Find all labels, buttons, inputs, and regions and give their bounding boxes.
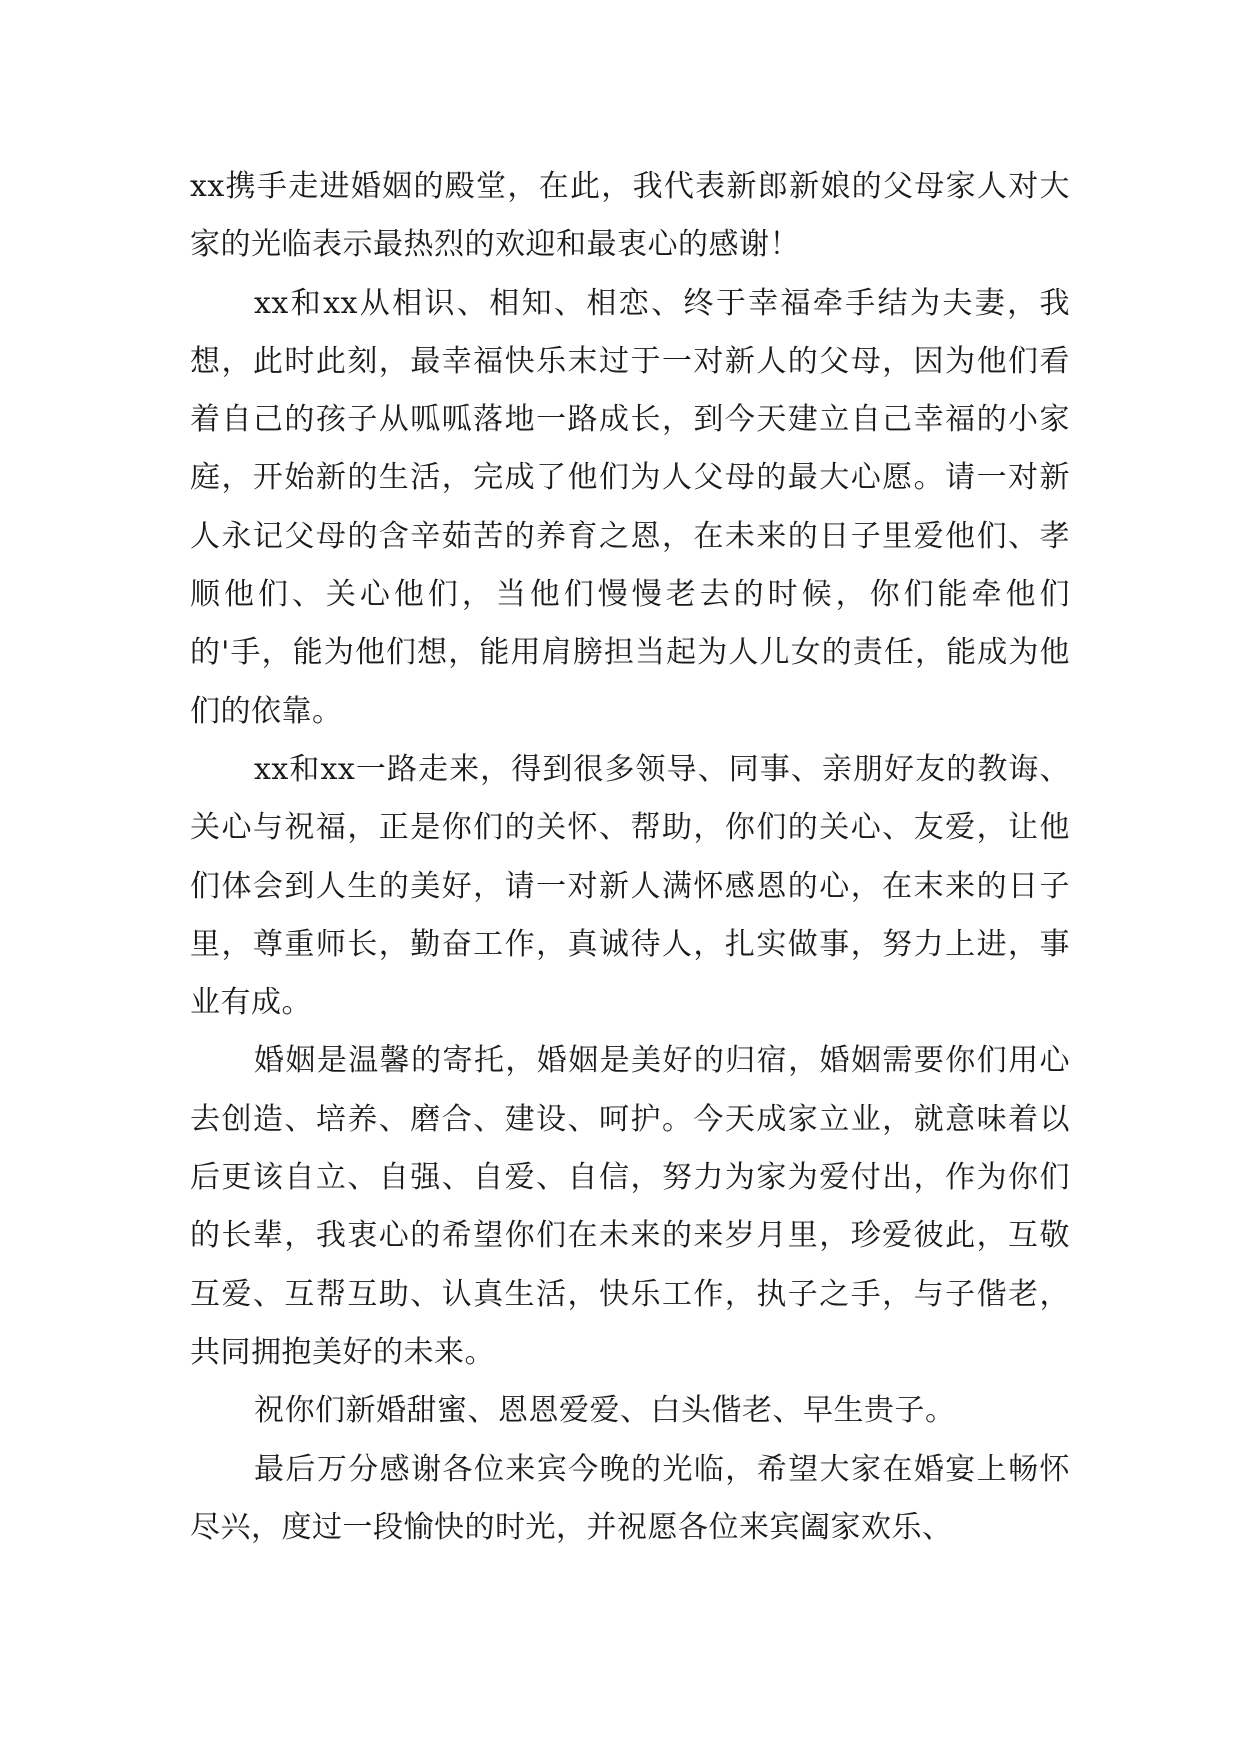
paragraph-5: 祝你们新婚甜蜜、恩恩爱爱、白头偕老、早生贵子。 (254, 1393, 956, 1429)
paragraph-3: xx和xx一路走来，得到很多领导、同事、亲朋好友的教诲、关心与祝福，正是你们的关怀、帮助，你们的关心、友爱，让他们体会到人生的美好，请一对新人满怀感恩的心，在末来的日子里，尊重师长，勤奋工作，真诚待人，扎实做事，努力上进，事业有成。 (190, 751, 1070, 1021)
paragraph-6: 最后万分感谢各位来宾今晚的光临，希望大家在婚宴上畅怀尽兴，度过一段愉快的时光，并祝愿各位来宾阖家欢乐、 (190, 1451, 1070, 1545)
paragraph-1: xx携手走进婚姻的殿堂，在此，我代表新郎新娘的父母家人对大家的光临表示最热烈的欢迎和最衷心的感谢！ (190, 169, 1070, 263)
document-body (190, 158, 1070, 1557)
paragraph-2: xx和xx从相识、相知、相恋、终于幸福牵手结为夫妻，我想，此时此刻，最幸福快乐末过于一对新人的父母，因为他们看着自己的孩子从呱呱落地一路成长，到今天建立自己幸福的小家庭，开始新的生活，完成了他们为人父母的最大心愿。请一对新人永记父母的含辛茹苦的养育之恩，在未来的日子里爱他们、孝顺他们、关心他们，当他们慢慢老去的时候，你们能牵他们的'手，能为他们想，能用肩膀担当起为人儿女的责任，能成为他们的依靠。 (190, 285, 1070, 729)
paragraph-4: 婚姻是温馨的寄托，婚姻是美好的归宿，婚姻需要你们用心去创造、培养、磨合、建设、呵护。今天成家立业，就意味着以后更该自立、自强、自爱、自信，努力为家为爱付出，作为你们的长辈，我衷心的希望你们在未来的来岁月里，珍爱彼此，互敬互爱、互帮互助、认真生活，快乐工作，执子之手，与子偕老，共同拥抱美好的未来。 (190, 1043, 1070, 1370)
